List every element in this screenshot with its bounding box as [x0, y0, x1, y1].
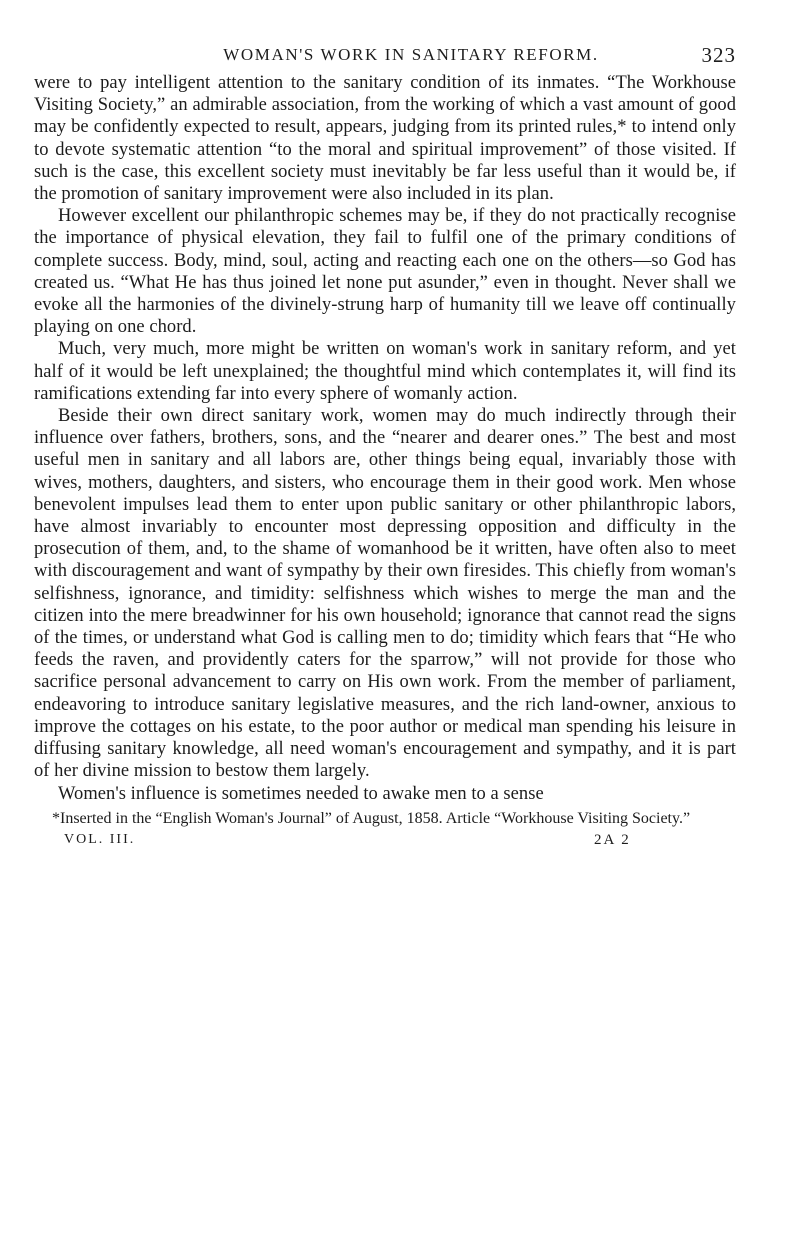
paragraph: were to pay intelligent attention to the sanitary condition of its inmates. “The Workhouse Visiting Society,” an admirable association, from the working of which a vast amount of good may be confidently expected to result, appears, judging from its printed rules,* to intend only to devote systematic attention “to the moral and spiritual improvement” of those visited. If such is the case, this excellent society must inevitably be far less useful than it would be, if the promotion of sanitary improvement were also included in its plan.: [34, 73, 736, 205]
paragraph: However excellent our philanthropic schemes may be, if they do not practically recognise the importance of physical elevation, they fail to fulfil one of the primary conditions of complete success. Body, mind, soul, acting and reacting each one on the others—so God has created us. “What He has thus joined let none put asunder,” even in thought. Never shall we evoke all the harmonies of the divinely-strung harp of humanity till we leave off continually playing on one chord.: [34, 206, 736, 338]
body-text: [34, 72, 736, 805]
volume-label: VOL. III.: [64, 831, 136, 847]
book-page: [34, 38, 736, 852]
paragraph: Women's influence is sometimes needed to awake men to a sense: [58, 783, 544, 804]
signature-mark: 2A 2: [594, 831, 631, 848]
footnote: *Inserted in the “English Woman's Journal” of August, 1858. Article “Workhouse Visiting Society.”: [52, 809, 691, 827]
paragraph: Beside their own direct sanitary work, women may do much indirectly through their influence over fathers, brothers, sons, and the “nearer and dearer ones.” The best and most useful men in sanitary and all labors are, other things being equal, invariably those with wives, mothers, daughters, and sisters, who encourage them in their good work. Men whose benevolent impulses lead them to enter upon public sanitary or other philanthropic labors, have almost invariably to encounter most depressing opposition and difficulty in the prosecution of them, and, to the shame of womanhood be it written, have often also to meet with discouragement and want of sympathy by their own firesides. This chiefly from woman's selfishness, ignorance, and timidity: selfishness which wishes to merge the man and the citizen into the mere breadwinner for his own household; ignorance that cannot read the signs of the times, or understand what God is calling men to do; timidity which fears that “He who feeds the raven, and providently caters for the sparrow,” will not provide for those who sacrifice personal advancement to carry on His own work. From the member of parliament, endeavoring to introduce sanitary legislative measures, and the rich land-owner, anxious to improve the cottages on his estate, to the poor author or medical man spending his leisure in diffusing sanitary knowledge, all need woman's encouragement and sympathy, and it is part of her divine mission to bestow them largely.: [34, 406, 736, 782]
page-footer: [34, 828, 736, 852]
paragraph: Much, very much, more might be written on woman's work in sanitary reform, and yet half of it would be left unexplained; the thoughtful mind which contemplates it, will find its ramifications extending far into every sphere of womanly action.: [34, 339, 736, 404]
page-header: [34, 38, 736, 72]
page-number: 323: [701, 43, 736, 67]
running-title: WOMAN'S WORK IN SANITARY REFORM.: [223, 45, 599, 64]
